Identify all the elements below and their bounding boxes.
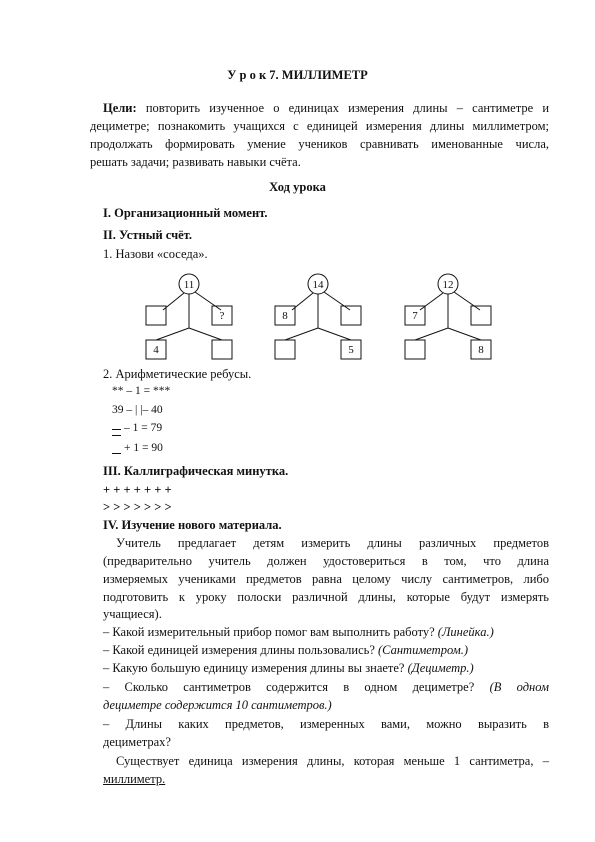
rebus-3-blank <box>112 429 121 430</box>
rebus-3-blank-2 <box>112 435 121 436</box>
calligraphy-row-2: > > > > > > > <box>103 500 172 514</box>
rebus-4: + 1 = 90 <box>124 442 163 454</box>
question-5-line-1: – Длины каких предметов, измеренных вами, можно выразить в <box>103 717 549 731</box>
answer-1: (Линейка.) <box>437 625 494 639</box>
goals-line-4: решать задачи; развивать навыки счёта. <box>90 155 301 169</box>
paragraph-1-line-1: Учитель предлагает детям измерить длины различных предметов <box>116 536 549 550</box>
answer-2: (Сантиметром.) <box>378 643 468 657</box>
tree-3-box-top-right <box>471 306 491 325</box>
question-4 <box>103 679 549 695</box>
number-trees-diagram <box>0 268 595 368</box>
tree-1-box-bottom-right <box>212 340 232 359</box>
question-3-text: – Какую большую единицу измерения длины вы знаете? <box>103 661 405 675</box>
tree-2-bottom-right: 5 <box>348 344 354 356</box>
answer-3: (Дециметр.) <box>407 661 474 675</box>
task-1-label: 1. Назови «соседа». <box>103 247 208 261</box>
tree-3-box-bottom-left <box>405 340 425 359</box>
tree-2-box-top-right <box>341 306 361 325</box>
question-4-text: – Сколько сантиметров содержится в одном дециметре? <box>103 680 475 694</box>
course-heading: Ход урока <box>269 180 326 194</box>
goals-text-1: повторить изученное о единицах измерения длины – сантиметре и <box>145 101 550 115</box>
tree-2-center: 14 <box>312 279 324 291</box>
tree-1-center: 11 <box>183 279 195 291</box>
tree-1-box-top-left <box>146 306 166 325</box>
section-2-heading: II. Устный счёт. <box>103 228 193 242</box>
rebus-3: – 1 = 79 <box>124 422 163 434</box>
question-2 <box>103 642 468 658</box>
question-1-text: – Какой измерительный прибор помог вам выполнить работу? <box>103 625 435 639</box>
paragraph-1-line-5: учащиеся). <box>103 607 162 621</box>
goals-line-2: дециметре; познакомить учащихся с единицей измерения длины миллиметром; <box>90 119 549 133</box>
rebus-1: ** – 1 = *** <box>112 385 171 397</box>
tree-2-top-left: 8 <box>282 310 288 322</box>
rebus-2: 39 – | |– 40 <box>112 404 163 416</box>
question-5-line-2: дециметрах? <box>103 735 171 749</box>
paragraph-2-line-2: миллиметр. <box>103 772 166 786</box>
paragraph-1-line-4: подготовить к уроку полоски различной длины, которые будут измерять <box>103 590 549 604</box>
goals-label: Цели: <box>103 101 137 115</box>
paragraph-1-line-3: измеряемых учениками предметов равна целому числу сантиметров, либо <box>103 572 549 586</box>
answer-4-line-1: (В одном <box>489 680 549 694</box>
task-2-label: 2. Арифметические ребусы. <box>103 367 252 381</box>
goals-line-3: продолжать формировать умение учеников сравнивать именованные числа, <box>90 137 549 151</box>
paragraph-2-line-1: Существует единица измерения длины, которая меньше 1 сантиметра, – <box>116 754 549 768</box>
lesson-title: У р о к 7. МИЛЛИМЕТР <box>227 68 368 82</box>
section-4-heading: IV. Изучение нового материала. <box>103 518 282 532</box>
question-3 <box>103 660 474 676</box>
tree-3-bottom-right: 8 <box>478 344 484 356</box>
answer-4-line-2: дециметре содержится 10 сантиметров.) <box>103 698 332 712</box>
goals-line-1 <box>103 100 549 116</box>
tree-1-bottom-left: 4 <box>153 344 159 356</box>
tree-3-top-left: 7 <box>412 310 418 322</box>
section-3-heading: III. Каллиграфическая минутка. <box>103 464 289 478</box>
section-1-heading: I. Организационный момент. <box>103 206 268 220</box>
calligraphy-row-1: + + + + + + + <box>103 483 172 497</box>
tree-3-center: 12 <box>442 279 454 291</box>
question-2-text: – Какой единицей измерения длины пользовались? <box>103 643 375 657</box>
paragraph-1-line-2: (предварительно учитель должен удостовериться в том, что длина <box>103 554 549 568</box>
rebus-4-blank <box>112 453 121 454</box>
question-1 <box>103 624 494 640</box>
tree-2-box-bottom-left <box>275 340 295 359</box>
tree-1-top-right: ? <box>219 310 225 322</box>
